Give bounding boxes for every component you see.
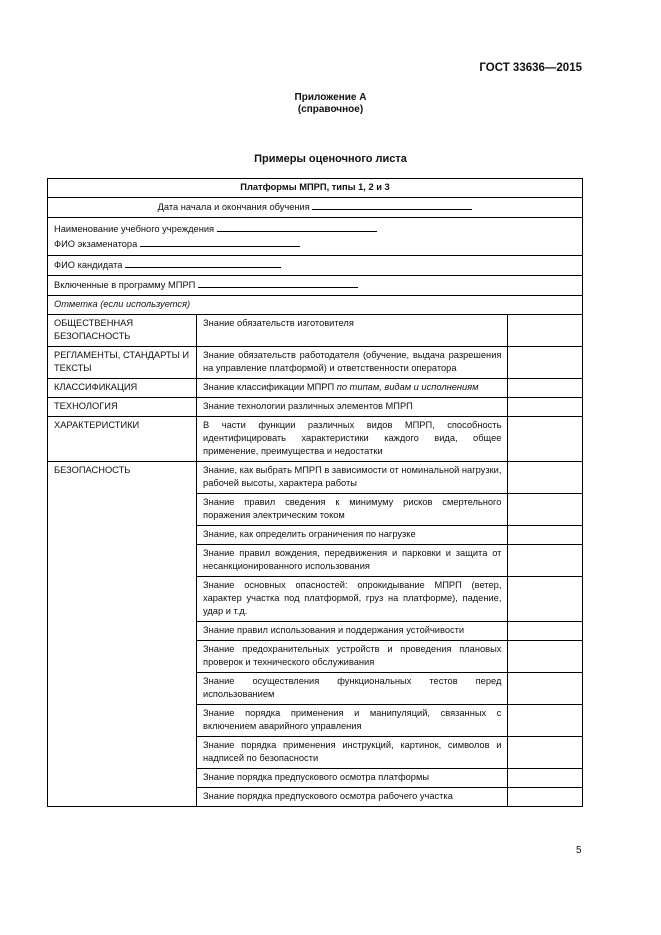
category-cell: РЕГЛАМЕНТЫ, СТАНДАРТЫ И ТЕКСТЫ — [48, 347, 197, 379]
safety-item-cell: Знание правил вождения, передвижения и парковки и защита от несанкционированного использования — [197, 545, 508, 577]
mark-cell[interactable] — [508, 545, 583, 577]
mark-cell[interactable] — [508, 641, 583, 673]
candidate-blank — [125, 258, 281, 268]
assessment-row — [48, 398, 583, 417]
mark-cell[interactable] — [508, 398, 583, 417]
candidate-label: ФИО кандидата — [54, 260, 123, 270]
dates-label: Дата начала и окончания обучения — [157, 202, 310, 212]
appendix-label: Приложение А — [294, 92, 367, 103]
page-title: Примеры оценочного листа — [254, 153, 407, 165]
mark-cell[interactable] — [508, 494, 583, 526]
safety-row — [48, 462, 583, 494]
program-blank — [198, 278, 358, 288]
mark-cell[interactable] — [508, 526, 583, 545]
program-row — [48, 276, 583, 296]
mark-cell[interactable] — [508, 769, 583, 788]
institution-examiner-row — [48, 218, 583, 256]
safety-item-cell: Знание осуществления функциональных тестов перед использованием — [197, 673, 508, 705]
examiner-label: ФИО экзаменатора — [54, 239, 138, 249]
appendix-type: (справочное) — [297, 104, 364, 115]
safety-item-cell: Знание правил использования и поддержания устойчивости — [197, 622, 508, 641]
institution-line — [54, 222, 576, 236]
assessment-row — [48, 379, 583, 398]
assessment-row — [48, 315, 583, 347]
mark-cell[interactable] — [508, 577, 583, 622]
mark-cell[interactable] — [508, 347, 583, 379]
mark-label: Отметка (если используется) — [48, 296, 583, 315]
institution-blank — [217, 222, 377, 232]
mark-cell[interactable] — [508, 705, 583, 737]
institution-label: Наименование учебного учреждения — [54, 224, 215, 234]
safety-item-cell: Знание предохранительных устройств и проведения плановых проверок и технического обслуживания — [197, 641, 508, 673]
safety-item-cell: Знание порядка применения инструкций, картинок, символов и надписей по безопасности — [197, 737, 508, 769]
assessment-row — [48, 347, 583, 379]
program-field — [48, 276, 583, 296]
assessment-sheet-table — [47, 178, 583, 807]
dates-field — [48, 198, 583, 218]
mark-row — [48, 296, 583, 315]
dates-blank — [312, 200, 472, 210]
knowledge-item-italic-text: по типам, видам и исполнениям — [336, 382, 479, 392]
mark-cell[interactable] — [508, 737, 583, 769]
category-cell: ОБЩЕСТВЕННАЯ БЕЗОПАСНОСТЬ — [48, 315, 197, 347]
safety-item-cell: Знание порядка предпускового осмотра рабочего участка — [197, 788, 508, 807]
candidate-row — [48, 256, 583, 276]
dates-row — [48, 198, 583, 218]
safety-item-cell: Знание основных опасностей: опрокидывание МПРП (ветер, характер участка под платформой, груз на платформе), падение, удар и т.д. — [197, 577, 508, 622]
safety-item-cell: Знание, как выбрать МПРП в зависимости от номинальной нагрузки, рабочей высоты, характера работы — [197, 462, 508, 494]
safety-item-cell: Знание, как определить ограничения по нагрузке — [197, 526, 508, 545]
category-cell: ХАРАКТЕРИСТИКИ — [48, 417, 197, 462]
mark-cell[interactable] — [508, 417, 583, 462]
knowledge-item-cell: Знание обязательств работодателя (обучение, выдача разрешения на управление платформой) и ответственности оператора — [197, 347, 508, 379]
category-cell: КЛАССИФИКАЦИЯ — [48, 379, 197, 398]
mark-cell[interactable] — [508, 462, 583, 494]
mark-cell[interactable] — [508, 788, 583, 807]
knowledge-item-cell — [197, 379, 508, 398]
appendix-heading — [0, 92, 661, 116]
assessment-row — [48, 417, 583, 462]
form-heading: Платформы МПРП, типы 1, 2 и 3 — [48, 179, 583, 198]
knowledge-item-cell: Знание технологии различных элементов МПРП — [197, 398, 508, 417]
page-number: 5 — [576, 845, 582, 856]
program-label: Включенные в программу МПРП — [54, 280, 196, 290]
safety-item-cell: Знание порядка применения и манипуляций, связанных с включением аварийного управления — [197, 705, 508, 737]
mark-cell[interactable] — [508, 379, 583, 398]
form-heading-row — [48, 179, 583, 198]
document-code: ГОСТ 33636—2015 — [479, 62, 582, 74]
examiner-line — [54, 237, 576, 251]
safety-item-cell: Знание порядка предпускового осмотра платформы — [197, 769, 508, 788]
examiner-blank — [140, 237, 300, 247]
knowledge-item-text: Знание классификации МПРП — [203, 382, 337, 392]
candidate-field — [48, 256, 583, 276]
mark-cell[interactable] — [508, 315, 583, 347]
institution-examiner-field — [48, 218, 583, 256]
safety-item-cell: Знание правил сведения к минимуму рисков смертельного поражения электрическим током — [197, 494, 508, 526]
category-cell: ТЕХНОЛОГИЯ — [48, 398, 197, 417]
safety-category-cell: БЕЗОПАСНОСТЬ — [48, 462, 197, 807]
knowledge-item-cell: В части функции различных видов МПРП, способность идентифицировать характеристики каждого вида, общее применение, преимущества и недостатки — [197, 417, 508, 462]
mark-cell[interactable] — [508, 673, 583, 705]
knowledge-item-cell: Знание обязательств изготовителя — [197, 315, 508, 347]
mark-cell[interactable] — [508, 622, 583, 641]
